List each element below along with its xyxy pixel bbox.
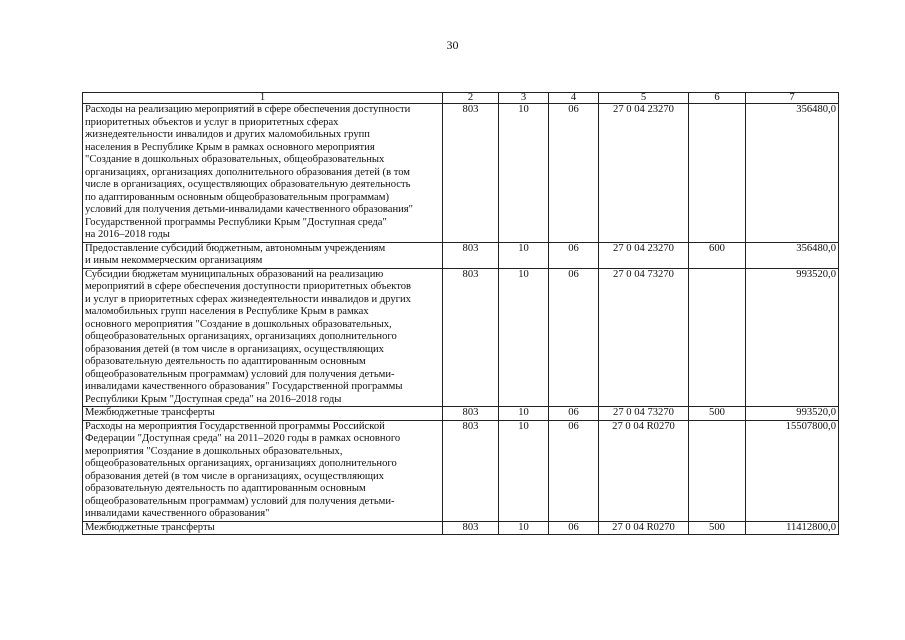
- row-name: Субсидии бюджетам муниципальных образований на реализацию мероприятий в сфере обеспечения доступности приоритетных объектов и услуг в приоритетных сферах жизнедеятельности инвалидов и других маломобильных групп населения в Республике Крым в рамках основного мероприятия "Создание в дошкольных образовательных, общеобразовательных организациях, организациях дополнительного образования детей (в том числе в организациях, осуществляющих образовательную деятельность по адаптированным основным общеобразовательным программам) условий для получения детьми- инвалидами качественного образования" Государственной программы Республики Крым "Доступная среда" на 2016–2018 годы: [83, 268, 443, 407]
- column-header: 1: [83, 93, 443, 104]
- row-podrazdel: 06: [549, 104, 599, 243]
- column-header: 6: [689, 93, 746, 104]
- row-razdel: 10: [499, 104, 549, 243]
- row-vedomstvo: 803: [443, 104, 499, 243]
- column-header: 4: [549, 93, 599, 104]
- row-csr: 27 0 04 73270: [599, 268, 689, 407]
- row-name: Расходы на реализацию мероприятий в сфере обеспечения доступности приоритетных объектов и услуг в приоритетных сферах жизнедеятельности инвалидов и других маломобильных групп населения в Республике Крым в рамках основного мероприятия "Создание в дошкольных образовательных, общеобразовательных организациях, организациях дополнительного образования детей (в том числе в организациях, осуществляющих образовательную деятельность по адаптированным основным общеобразовательным программам) условий для получения детьми-инвалидами качественного образования" Государственной программы Республики Крым "Доступная среда" на 2016–2018 годы: [83, 104, 443, 243]
- row-vr: [689, 420, 746, 521]
- row-vr: 600: [689, 242, 746, 268]
- table-row: [83, 407, 839, 421]
- row-summa: 356480,0: [746, 242, 839, 268]
- row-razdel: 10: [499, 407, 549, 421]
- row-summa: 15507800,0: [746, 420, 839, 521]
- row-vedomstvo: 803: [443, 407, 499, 421]
- table-row: [83, 104, 839, 243]
- table-row: [83, 242, 839, 268]
- row-razdel: 10: [499, 268, 549, 407]
- row-razdel: 10: [499, 420, 549, 521]
- column-header: 5: [599, 93, 689, 104]
- header-row: [83, 93, 839, 104]
- column-header: 7: [746, 93, 839, 104]
- row-csr: 27 0 04 23270: [599, 104, 689, 243]
- column-header: 2: [443, 93, 499, 104]
- row-podrazdel: 06: [549, 268, 599, 407]
- row-vr: [689, 268, 746, 407]
- row-podrazdel: 06: [549, 521, 599, 535]
- row-csr: 27 0 04 73270: [599, 407, 689, 421]
- row-summa: 993520,0: [746, 268, 839, 407]
- row-vedomstvo: 803: [443, 242, 499, 268]
- row-vedomstvo: 803: [443, 420, 499, 521]
- table-row: [83, 521, 839, 535]
- budget-table: [82, 92, 839, 535]
- row-vr: 500: [689, 407, 746, 421]
- row-podrazdel: 06: [549, 242, 599, 268]
- row-csr: 27 0 04 R0270: [599, 521, 689, 535]
- row-vr: [689, 104, 746, 243]
- row-podrazdel: 06: [549, 407, 599, 421]
- column-header: 3: [499, 93, 549, 104]
- table-row: [83, 420, 839, 521]
- row-summa: 11412800,0: [746, 521, 839, 535]
- row-name: Межбюджетные трансферты: [83, 407, 443, 421]
- row-razdel: 10: [499, 521, 549, 535]
- page-number: 30: [446, 38, 459, 52]
- row-name: Межбюджетные трансферты: [83, 521, 443, 535]
- row-name: Расходы на мероприятия Государственной программы Российской Федерации "Доступная среда" на 2011–2020 годы в рамках основного мероприятия "Создание в дошкольных образовательных, общеобразовательных организациях, организациях дополнительного образования детей (в том числе в организациях, осуществляющих образовательную деятельность по адаптированным основным общеобразовательным программам) условий для получения детьми- инвалидами качественного образования": [83, 420, 443, 521]
- table-row: [83, 268, 839, 407]
- row-razdel: 10: [499, 242, 549, 268]
- row-vedomstvo: 803: [443, 268, 499, 407]
- row-summa: 993520,0: [746, 407, 839, 421]
- row-vedomstvo: 803: [443, 521, 499, 535]
- row-csr: 27 0 04 23270: [599, 242, 689, 268]
- row-csr: 27 0 04 R0270: [599, 420, 689, 521]
- row-vr: 500: [689, 521, 746, 535]
- row-name: Предоставление субсидий бюджетным, автономным учреждениям и иным некоммерческим организациям: [83, 242, 443, 268]
- row-podrazdel: 06: [549, 420, 599, 521]
- row-summa: 356480,0: [746, 104, 839, 243]
